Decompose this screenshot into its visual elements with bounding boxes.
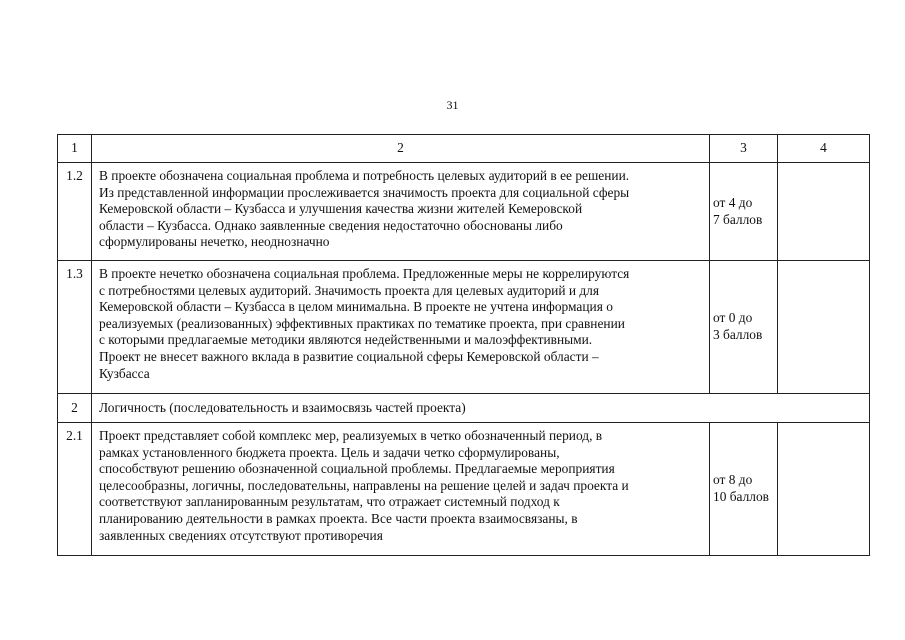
table-row [58, 423, 870, 556]
description-line: сформулированы нечетко, неоднозначно [99, 234, 330, 250]
column-header-1: 1 [58, 135, 92, 163]
criterion-description [92, 261, 710, 394]
description-line: способствуют решению обозначенной социальной проблемы. Предлагаемые мероприятия [99, 461, 615, 477]
criterion-description [92, 163, 710, 261]
column-header-4: 4 [778, 135, 870, 163]
description-line: целесообразны, логичны, последовательны, направлены на решение целей и задач проекта и [99, 477, 629, 493]
score-line: от 0 до [713, 310, 753, 326]
description-line: с которыми предлагаемые методики являются недейственными и малоэффективными. [99, 332, 593, 348]
score-range [710, 261, 778, 394]
description-line: Проект представляет собой комплекс мер, реализуемых в четко обозначенный период, в [99, 428, 603, 443]
column-header-2: 2 [92, 135, 710, 163]
section-number: 2 [58, 394, 92, 423]
column-header-3: 3 [710, 135, 778, 163]
description-line: соответствуют запланированным результатам, что отражает системный подход к [99, 494, 560, 510]
description-line: Проект не внесет важного вклада в развитие социальной сферы Кемеровской области – [99, 348, 599, 364]
description-line: Из представленной информации прослеживается значимость проекта для социальной сферы [99, 184, 630, 200]
score-line: 3 баллов [713, 327, 763, 342]
section-row [58, 394, 870, 423]
description-line: с потребностями целевых аудиторий. Значимость проекта для целевых аудиторий и для [99, 282, 600, 298]
score-line: 10 баллов [713, 489, 769, 504]
score-line: 7 баллов [713, 211, 763, 227]
column-4-cell [778, 261, 870, 394]
criterion-number: 1.2 [58, 163, 92, 261]
description-line: заявленных сведениях отсутствуют противоречия [99, 527, 383, 543]
criterion-number: 2.1 [58, 423, 92, 556]
criterion-number: 1.3 [58, 261, 92, 394]
criteria-table [57, 134, 870, 556]
section-title: Логичность (последовательность и взаимосвязь частей проекта) [92, 394, 870, 423]
score-line: от 8 до [713, 472, 753, 488]
description-line: Кузбасса [99, 365, 150, 381]
description-line: области – Кузбасса. Однако заявленные сведения недостаточно обоснованы либо [99, 217, 563, 233]
table-row [58, 163, 870, 261]
criterion-description [92, 423, 710, 556]
description-line: рамках установленного бюджета проекта. Цель и задачи четко сформулированы, [99, 444, 560, 460]
description-line: реализуемых (реализованных) эффективных практиках по тематике проекта, при сравнении [99, 315, 625, 331]
page-number: 31 [446, 98, 459, 112]
description-line: В проекте обозначена социальная проблема и потребность целевых аудиторий в ее решении. [99, 168, 630, 183]
table-header-row [58, 135, 870, 163]
score-line: от 4 до [713, 194, 753, 210]
description-line: Кемеровской области – Кузбасса в целом минимальна. В проекте не учтена информация о [99, 299, 613, 315]
description-line: В проекте нечетко обозначена социальная проблема. Предложенные меры не коррелируются [99, 266, 630, 281]
score-range [710, 423, 778, 556]
description-line: Кемеровской области – Кузбасса и улучшения качества жизни жителей Кемеровской [99, 201, 583, 217]
score-range [710, 163, 778, 261]
column-4-cell [778, 423, 870, 556]
description-line: планированию деятельности в рамках проекта. Все части проекта взаимосвязаны, в [99, 510, 578, 526]
table-row [58, 261, 870, 394]
column-4-cell [778, 163, 870, 261]
